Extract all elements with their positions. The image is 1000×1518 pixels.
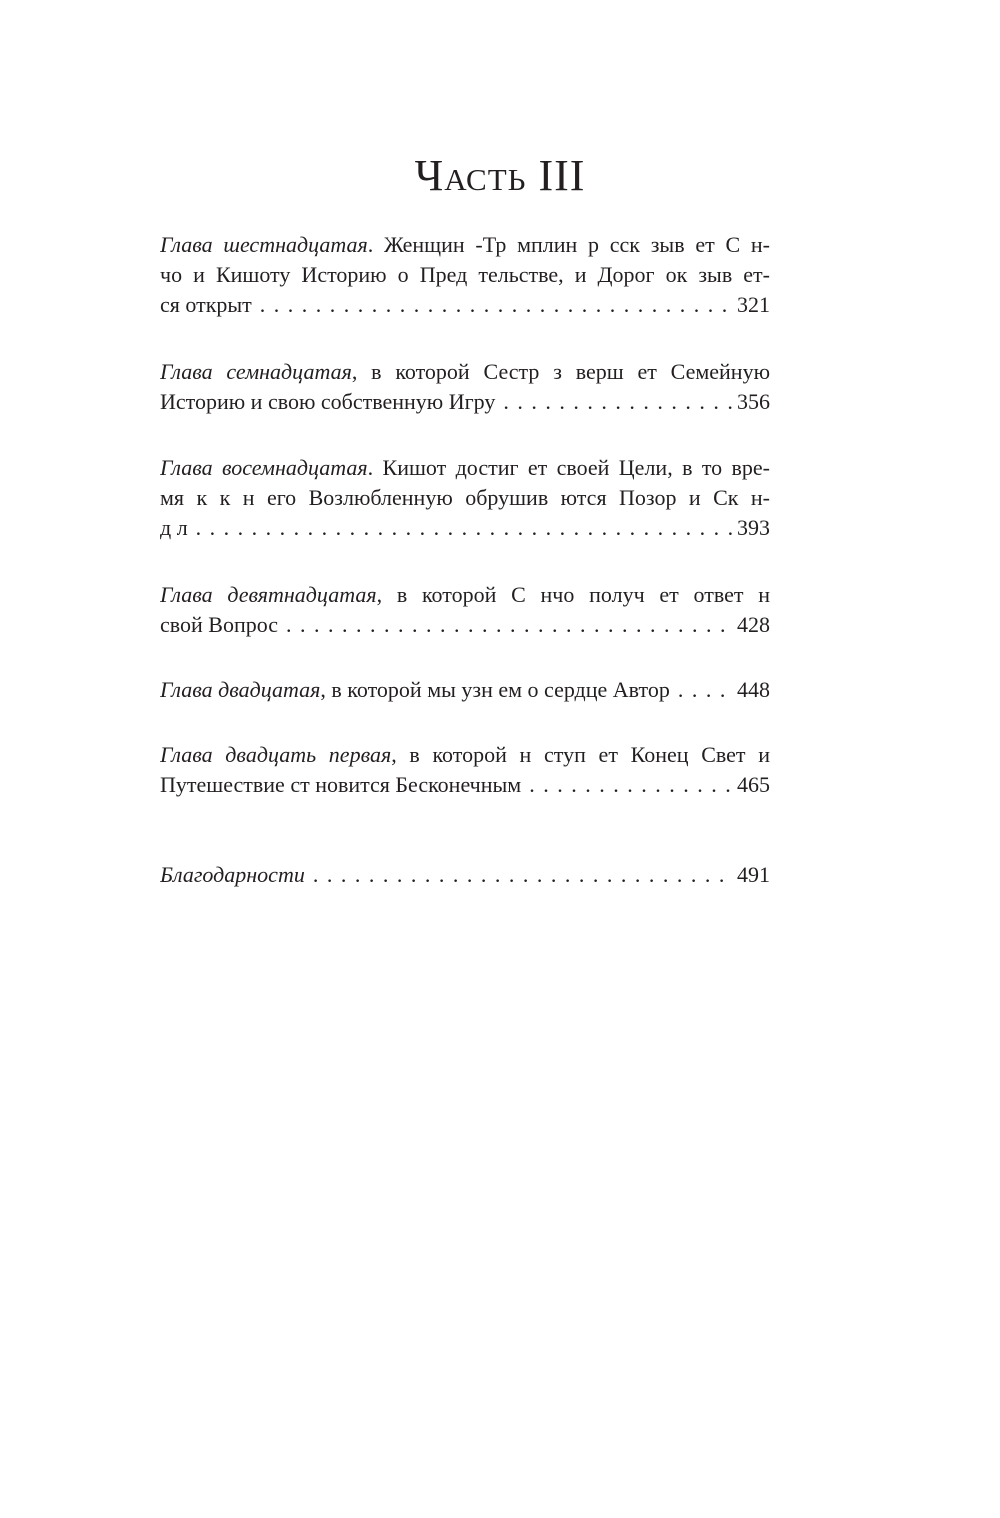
- toc-line: [160, 580, 770, 610]
- toc-entry: [160, 740, 770, 800]
- chapter-description: . Кишот достиг ет своей Цели, в то вре-: [367, 455, 770, 480]
- chapter-description: свой Вопрос: [160, 612, 279, 637]
- part-title: Часть III: [414, 151, 586, 200]
- toc-line: [160, 357, 770, 387]
- toc-entry: [160, 230, 770, 320]
- chapter-title: Глава двадцатая: [160, 677, 321, 702]
- page-number: 465: [737, 772, 770, 797]
- toc-line: [160, 453, 770, 483]
- chapter-title: Глава шестнадцатая: [160, 232, 368, 257]
- toc-line: [160, 675, 770, 705]
- toc-line: [160, 610, 770, 640]
- chapter-description: , в которой С нчо получ ет ответ н: [376, 582, 770, 607]
- toc-line: [160, 230, 770, 260]
- page-number: 356: [737, 389, 770, 414]
- chapter-description: . Женщин -Тр мплин р сск зыв ет С н-: [367, 232, 770, 257]
- toc-line: [160, 260, 770, 290]
- chapter-description: Путешествие ст новится Бесконечным: [160, 772, 522, 797]
- leader-dots: [286, 610, 733, 640]
- chapter-description: д л: [160, 515, 188, 540]
- toc-line: [160, 290, 770, 320]
- toc-line: [160, 860, 770, 890]
- leader-dots: [260, 290, 733, 320]
- acknowledgements-title: Благодарности: [160, 862, 305, 887]
- toc-entry: [160, 580, 770, 640]
- chapter-description: , в которой Сестр з верш ет Семейную: [351, 359, 770, 384]
- page-number: 448: [737, 677, 770, 702]
- leader-dots: [529, 770, 733, 800]
- page-number: 393: [737, 515, 770, 540]
- toc-line: [160, 770, 770, 800]
- chapter-title: Глава двадцать первая: [160, 742, 392, 767]
- chapter-title: Глава семнадцатая: [160, 359, 352, 384]
- chapter-description: чо и Кишоту Историю о Пред тельстве, и Дорог ок зыв ет-: [160, 262, 770, 287]
- leader-dots: [503, 387, 733, 417]
- toc-line: [160, 513, 770, 543]
- leader-dots: [678, 675, 733, 705]
- chapter-description: , в которой н ступ ет Конец Свет и: [391, 742, 770, 767]
- page-number: 491: [737, 862, 770, 887]
- toc-line: [160, 483, 770, 513]
- chapter-description: мя к к н его Возлюбленную обрушив ются Позор и Ск н-: [160, 485, 770, 510]
- toc-line: [160, 740, 770, 770]
- chapter-title: Глава восемнадцатая: [160, 455, 368, 480]
- page-number: 321: [737, 292, 770, 317]
- page-number: 428: [737, 612, 770, 637]
- chapter-description: ся открыт: [160, 292, 252, 317]
- chapter-description: Историю и свою собственную Игру: [160, 389, 496, 414]
- toc-entry: [160, 675, 770, 705]
- chapter-title: Глава девятнадцатая: [160, 582, 377, 607]
- toc-line: [160, 387, 770, 417]
- chapter-description: , в которой мы узн ем о сердце Автор: [320, 677, 670, 702]
- toc-entry: [160, 453, 770, 543]
- leader-dots: [313, 860, 733, 890]
- toc-entry: [160, 357, 770, 417]
- toc-entry: [160, 860, 770, 890]
- leader-dots: [196, 513, 733, 543]
